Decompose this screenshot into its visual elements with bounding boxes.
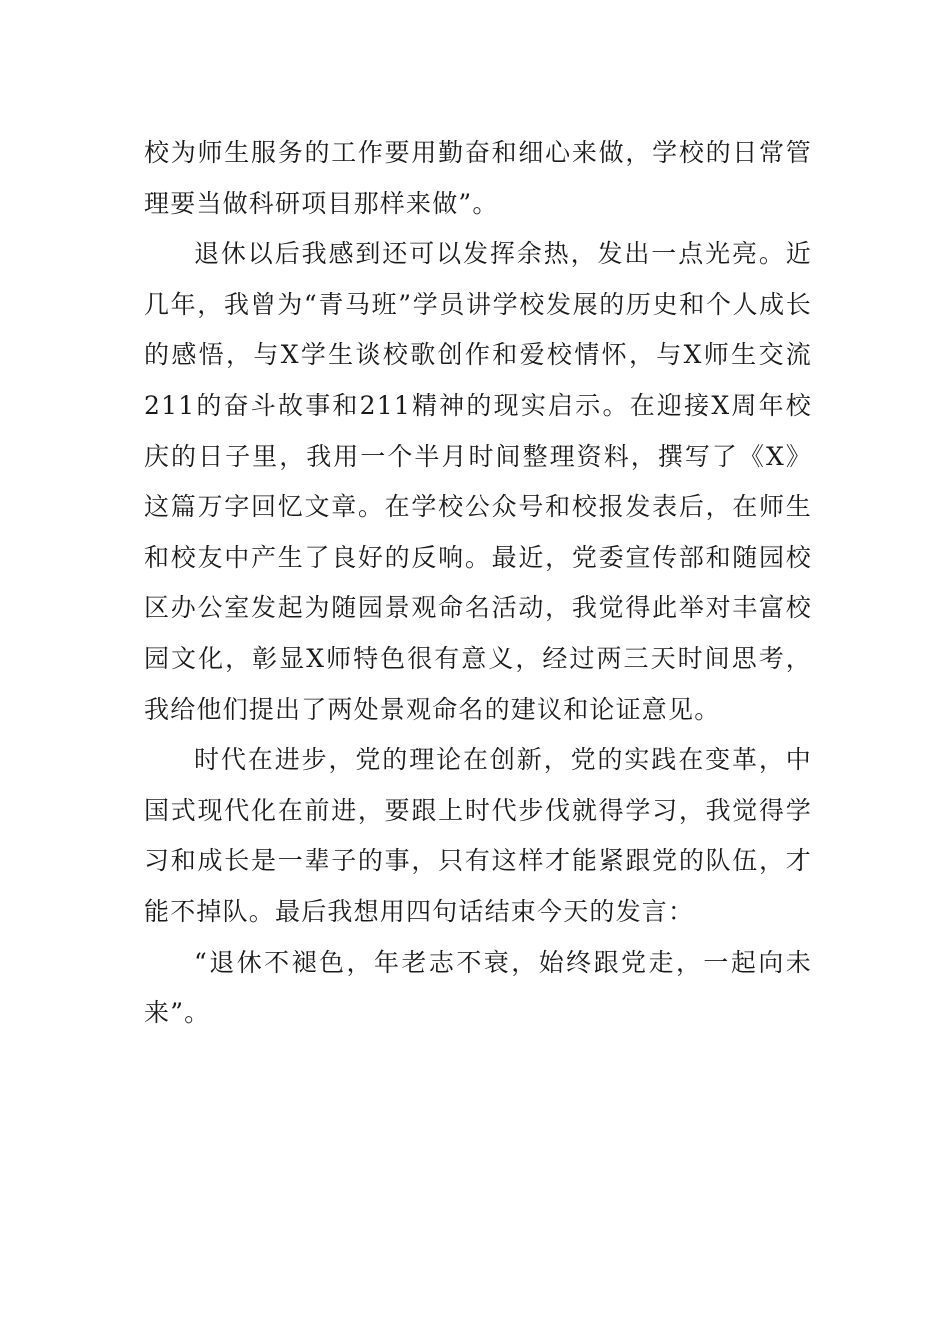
paragraph-lifelong-learning: 时代在进步，党的理论在创新，党的实践在变革，中国式现代化在前进，要跟上时代步伐就得学习，我觉得学习和成长是一辈子的事，只有这样才能紧跟党的队伍，才能不掉队。最后我想用四句话结束今天的发言： [144, 745, 812, 926]
paragraph-continuation: 校为师生服务的工作要用勤奋和细心来做，学校的日常管理要当做科研项目那样来做”。 [144, 138, 812, 218]
document-body [144, 128, 812, 1039]
paragraph-retirement-contributions: 退休以后我感到还可以发挥余热，发出一点光亮。近几年，我曾为“青马班”学员讲学校发展的历史和个人成长的感悟，与X学生谈校歌创作和爱校情怀，与X师生交流211的奋斗故事和211精神的现实启示。在迎接X周年校庆的日子里，我用一个半月时间整理资料，撰写了《X》这篇万字回忆文章。在学校公众号和校报发表后，在师生和校友中产生了良好的反响。最近，党委宣传部和随园校区办公室发起为随园景观命名活动，我觉得此举对丰富校园文化，彰显X师特色很有意义，经过两三天时间思考，我给他们提出了两处景观命名的建议和论证意见。 [144, 239, 812, 724]
paragraph-closing-quote: “退休不褪色，年老志不衰，始终跟党走，一起向未来”。 [144, 947, 812, 1028]
